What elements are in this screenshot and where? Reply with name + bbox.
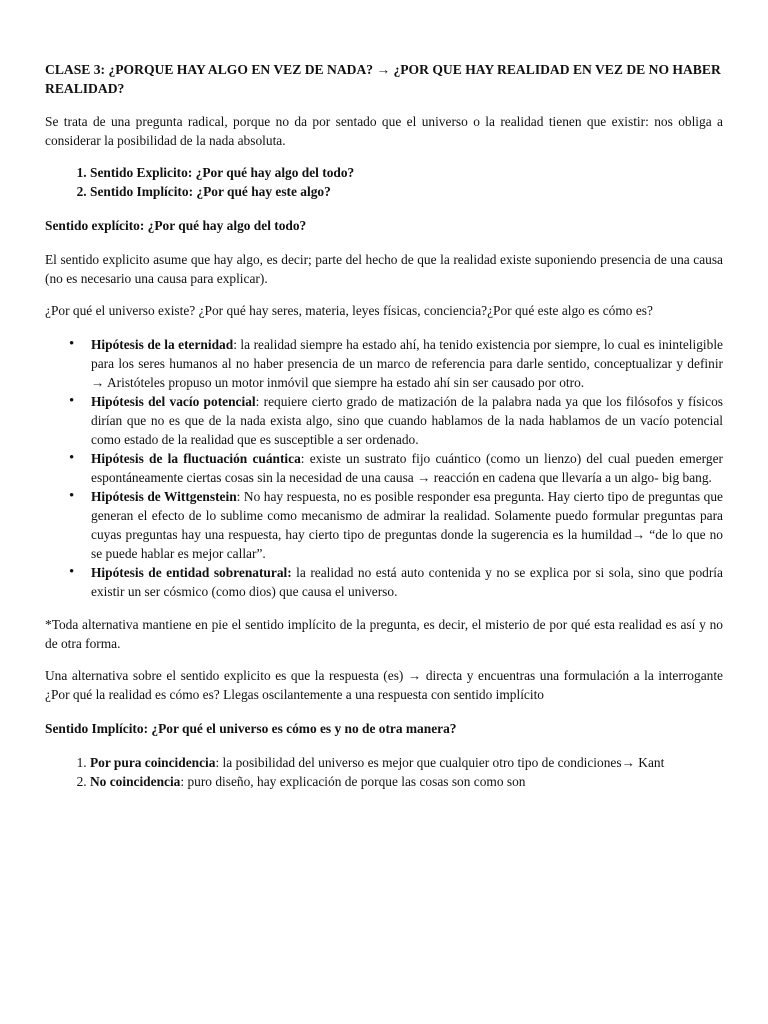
questions-paragraph: ¿Por qué el universo existe? ¿Por qué hay seres, materia, leyes físicas, conciencia?¿Por qué este algo es cómo es?	[45, 303, 653, 318]
explicit-heading: Sentido explícito: ¿Por qué hay algo del todo?	[45, 218, 307, 233]
hypothesis-term: Hipótesis del vacío potencial	[91, 394, 256, 409]
hypothesis-term: Hipótesis de la fluctuación cuántica	[91, 451, 301, 466]
hypothesis-text: : la realidad siempre ha estado ahí, ha tenido existencia por siempre, lo cual es ininteligible para los seres humanos al no haber presencia de un marco de referencia para darle sentido, conceptualizar y definir → Aristóteles propuso un motor inmóvil que siempre ha estado ahí sin ser causado por otro.	[91, 337, 723, 390]
hypotheses-list	[45, 335, 723, 601]
hypothesis-text: : requiere cierto grado de matización de la palabra nada ya que los filósofos y físicos dirían que no es que de la nada exista algo, sino que cuando hablamos de la nada hablamos de un vacío potencial como estado de la realidad que es susceptible a ser ordenado.	[91, 394, 723, 447]
hypothesis-supernatural	[91, 563, 723, 601]
hypothesis-quantum	[91, 449, 723, 487]
hypothesis-term: Hipótesis de Wittgenstein	[91, 489, 237, 504]
hypothesis-text: : No hay respuesta, no es posible responder esa pregunta. Hay cierto tipo de preguntas que generan el efecto de lo sublime como mecanismo de admirar la realidad. Solamente puedo formular preguntas para cuyas preguntas hay una respuesta, hay cierto tipo de preguntas donde la sugerencia es la humildad→ “de lo que no se puede hablar es mejor callar”.	[91, 489, 723, 561]
implicit-list	[45, 753, 723, 791]
hypothesis-text: : existe un sustrato fijo cuántico (como un lienzo) del cual pueden emerger espontáneamente ciertas cosas sin la necesidad de una causa → reacción en cadena que llevaría a un algo- big bang.	[91, 451, 723, 485]
intro-paragraph: Se trata de una pregunta radical, porque no da por sentado que el universo o la realidad tienen que existir: nos obliga a considerar la posibilidad de la nada absoluta.	[45, 114, 723, 148]
implicit-term: Por pura coincidencia	[90, 755, 216, 770]
implicit-text: : la posibilidad del universo es mejor que cualquier otro tipo de condiciones→ Kant	[215, 755, 665, 770]
sense-explicit: 1. Sentido Explicito: ¿Por qué hay algo del todo?	[90, 163, 723, 182]
hypothesis-term: Hipótesis de la eternidad	[91, 337, 234, 352]
implicit-term: No coincidencia	[90, 774, 181, 789]
implicit-item-coincidence	[90, 753, 723, 772]
alternative-paragraph: Una alternativa sobre el sentido explicito es que la respuesta (es) → directa y encuentras una formulación a la interrogante ¿Por qué la realidad es cómo es? Llegas oscilantemente a una respuesta con sentido implícito	[45, 668, 723, 702]
explicit-paragraph: El sentido explicito asume que hay algo, es decir; parte del hecho de que la realidad existe suponiendo presencia de una causa (no es necesario una causa para explicar).	[45, 252, 723, 286]
sense-implicit: 2. Sentido Implícito: ¿Por qué hay este algo?	[90, 182, 723, 201]
implicit-text: : puro diseño, hay explicación de porque las cosas son como son	[180, 774, 526, 789]
senses-list	[45, 163, 723, 201]
hypothesis-void	[91, 392, 723, 449]
note-paragraph: *Toda alternativa mantiene en pie el sentido implícito de la pregunta, es decir, el misterio de por qué esta realidad es así y no de otra forma.	[45, 617, 723, 651]
implicit-item-design	[90, 772, 723, 791]
hypothesis-term: Hipótesis de entidad sobrenatural:	[91, 565, 292, 580]
document-title: CLASE 3: ¿PORQUE HAY ALGO EN VEZ DE NADA? → ¿POR QUE HAY REALIDAD EN VEZ DE NO HABER REALIDAD?	[45, 62, 721, 96]
hypothesis-eternity	[91, 335, 723, 392]
implicit-heading: Sentido Implícito: ¿Por qué el universo es cómo es y no de otra manera?	[45, 721, 457, 736]
hypothesis-text: la realidad no está auto contenida y no se explica por si sola, sino que podría existir un ser cósmico (como dios) que causa el universo.	[91, 565, 723, 599]
hypothesis-wittgenstein	[91, 487, 723, 563]
